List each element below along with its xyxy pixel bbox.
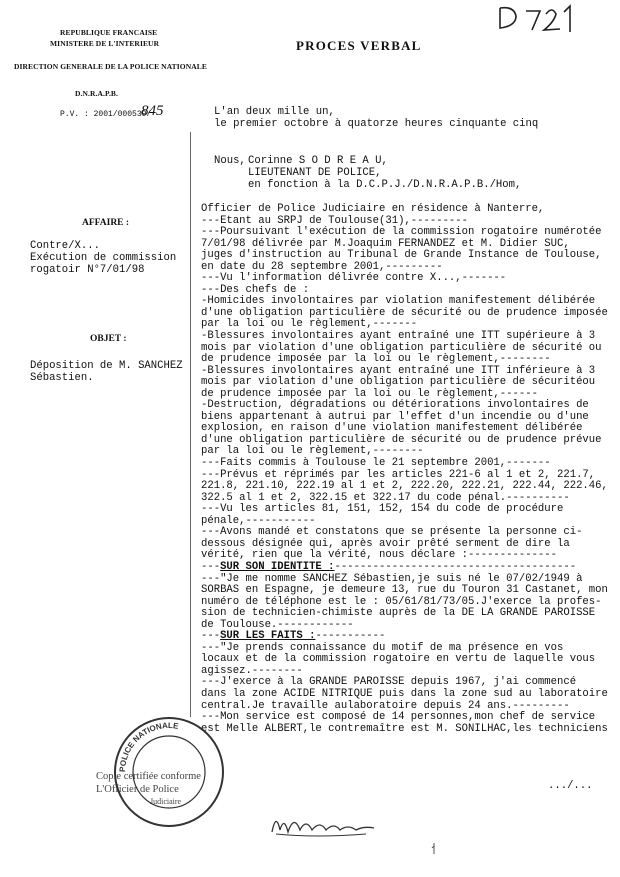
body-line: de Toulouse.------------ [201, 618, 354, 631]
pv-label: P.V. : 2001/000539/ [60, 110, 152, 119]
body-line: ---Poursuivant l'exécution de la commission rogatoire numérotée [201, 226, 602, 239]
pv-handwritten-number: 845 [141, 103, 164, 119]
handwritten-reference [494, 2, 584, 36]
objet-heading: OBJET : [90, 334, 127, 344]
body-line: ---J'exerce à la GRANDE PAROISSE depuis 1967, j'ai commencé [201, 676, 577, 689]
body-line: d'une obligation particulière de sécurité ou de prudence imposée [201, 306, 608, 319]
page-title: PROCES VERBAL [296, 38, 422, 53]
body-line: -Blessures involontaires ayant entraîné une ITT supérieure à 3 [201, 330, 596, 343]
body-line: ---Faits commis à Toulouse le 21 septembre 2001,------- [201, 457, 551, 470]
body-line: agissez.-------- [201, 664, 303, 677]
stamp-text-3: Judiciaire [150, 797, 182, 806]
body-line: ---"Je prends connaissance du motif de ma présence en vos [201, 641, 564, 654]
body-line: ---Avons mandé et constatons que se présente la personne ci- [201, 526, 583, 539]
objet-line-1: Déposition de M. SANCHEZ [30, 360, 183, 372]
body-line: par la loi ou le règlement,------- [201, 318, 418, 331]
section-heading: SUR LES FAITS : [220, 630, 316, 643]
officer-post: en fonction à la D.C.P.J./D.N.R.A.P.B./Hom, [248, 179, 522, 191]
body-line: de prudence imposée par la loi ou le règlement,-------- [201, 353, 551, 366]
body-line: 221.8, 221.10, 222.19 al 1 et 2, 222.20, 222.21, 222.44, 222.46, [201, 480, 608, 493]
objet-line-2: Sébastien. [30, 372, 94, 384]
header-republique: REPUBLIQUE FRANCAISE [60, 28, 158, 37]
affaire-line-2: Exécution de commission [30, 252, 177, 264]
body-line: de prudence imposée par la loi ou le règlement,------ [201, 387, 538, 400]
body-line: -Homicides involontaires par violation manifestement délibérée [201, 295, 596, 308]
body-line: dans la zone ACIDE NITRIQUE puis dans la zone sud au laboratoire [201, 687, 608, 700]
body-line: 7/01/98 délivrée par M.Joaquim FERNANDEZ et M. Didier SUC, [201, 237, 570, 250]
body-line: Officier de Police Judiciaire en résidence à Nanterre, [201, 203, 545, 215]
body-line: ---Mon service est composé de 14 personnes,mon chef de service [201, 711, 596, 724]
affaire-heading: AFFAIRE : [82, 218, 130, 228]
officer-name: Corinne S O D R E A U, [248, 155, 388, 167]
body-line: pénale,----------- [201, 514, 316, 527]
body-line: SORBAS en Espagne, je demeure 13, rue du Touron 31 Castanet, mon [201, 584, 608, 597]
affaire-line-3: rogatoir N°7/01/98 [30, 264, 145, 276]
officer-rank: LIEUTENANT DE POLICE, [248, 167, 382, 179]
body-line: central.Je travaille aulaboratoire depuis 24 ans.--------- [201, 699, 570, 712]
margin-divider [190, 132, 191, 717]
body-line: d'une obligation particulière de sécurité ou de prudence prévue [201, 433, 602, 446]
stamp-outer-text: POLICE NATIONALE [117, 720, 180, 773]
body-line: -Destruction, dégradations ou détériorations involontaires de [201, 399, 589, 412]
body-line: numéro de téléphone est le : 05/61/81/73/05.J'exerce la profes- [201, 595, 602, 608]
body-line: par la loi ou le règlement,-------- [201, 445, 424, 458]
body-line: ---Vu les articles 81, 151, 152, 154 du code de procédure [201, 503, 564, 516]
svg-text:POLICE NATIONALE [118, 721, 180, 772]
stamp-text-1: Copie certifiée conforme [96, 771, 201, 782]
body-line: ---Des chefs de : [201, 283, 310, 296]
body-line: ---Vu l'information délivrée contre X...,------- [201, 272, 507, 285]
officer-signature [266, 808, 386, 840]
continuation-mark: .../... [548, 780, 593, 792]
body-line: juges d'instruction au Tribunal de Grande Instance de Toulouse, [201, 249, 602, 262]
scan-mark [430, 842, 438, 856]
affaire-line-1: Contre/X... [30, 240, 100, 252]
body-line: biens appartenant à autrui par l'effet d'un incendie ou d'une [201, 410, 589, 423]
body-line: ---SUR SON IDENTITE :-------------------------------------- [201, 560, 577, 573]
date-line-2: le premier octobre à quatorze heures cinquante cinq [214, 118, 539, 130]
body-line: en date du 28 septembre 2001,--------- [201, 260, 443, 273]
body-line: mois par violation d'une obligation particulière de sécuritéou [201, 376, 596, 389]
body-line: ---"Je me nomme SANCHEZ Sébastien,je suis né le 07/02/1949 à [201, 572, 583, 585]
body-line: 322.5 al 1 et 2, 322.15 et 322.17 du code pénal.---------- [201, 491, 570, 504]
section-heading: SUR SON IDENTITE : [220, 560, 335, 573]
pv-number [60, 109, 151, 121]
stamp-text-2: L'Officier de Police [96, 784, 179, 795]
body-line: sion de technicien-chimiste auprès de la DE LA GRANDE PAROISSE [201, 607, 596, 620]
body-line: ---Etant au SRPJ de Toulouse(31),--------- [201, 214, 469, 227]
body-line: locaux et de la commission rogatoire en vertu de laquelle vous [201, 653, 596, 666]
date-line-1: L'an deux mille un, [214, 106, 335, 118]
body-line: vérité, rien que la vérité, nous déclare :-------------- [201, 549, 558, 562]
body-line: est Melle ALBERT,le contremaître est M. SONILHAC,les techniciens [201, 722, 608, 735]
body-line: ---Prévus et réprimés par les articles 221-6 al 1 et 2, 221.7, [201, 468, 596, 481]
officer-nous: Nous, [214, 155, 246, 167]
body-line: mois par violation d'une obligation particulière de sécurité ou [201, 341, 602, 354]
header-dnrapb: D.N.R.A.P.B. [75, 89, 119, 98]
header-ministere: MINISTERE DE L'INTERIEUR [50, 39, 160, 48]
body-line: ---SUR LES FAITS :----------- [201, 630, 386, 643]
body-line: explosion, en raison d'une violation manifestement délibérée [201, 422, 583, 435]
body-line: dessous désignée qui, après avoir prêté serment de dire la [201, 537, 570, 550]
header-direction: DIRECTION GENERALE DE LA POLICE NATIONALE [14, 62, 207, 71]
deposition-body [201, 204, 608, 735]
body-line: -Blessures involontaires ayant entraîné une ITT inférieure à 3 [201, 364, 596, 377]
